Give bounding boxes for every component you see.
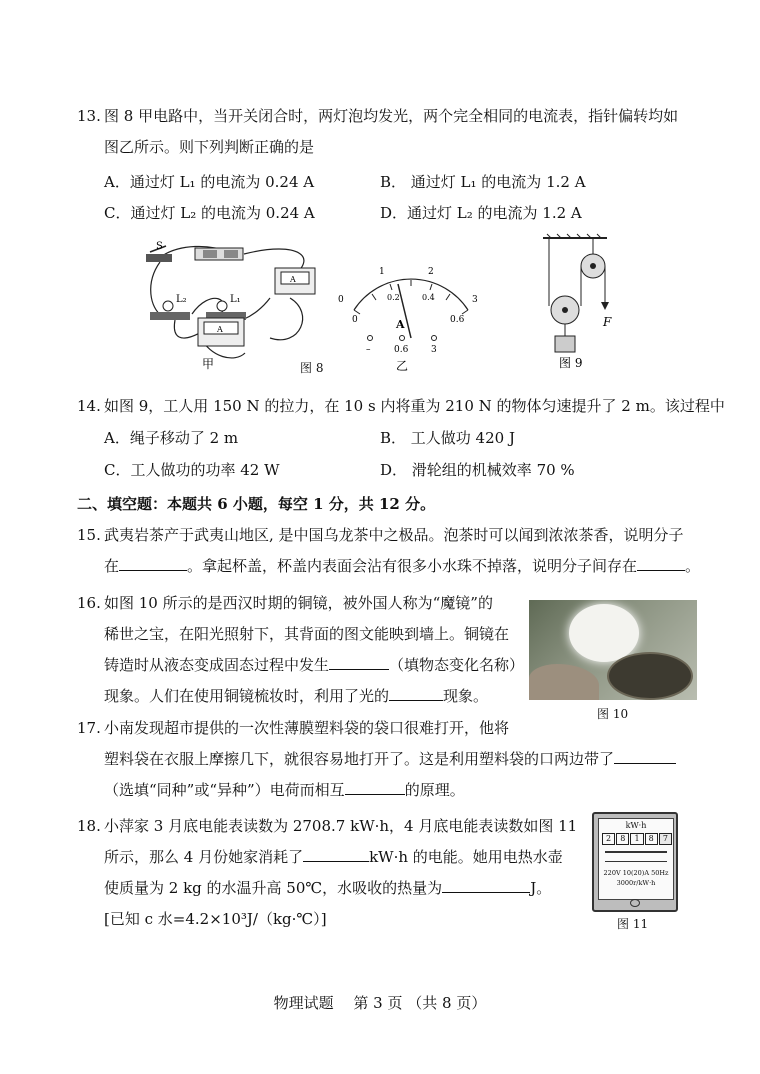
- answer-blank[interactable]: [389, 686, 443, 701]
- answer-blank[interactable]: [303, 847, 369, 862]
- hand: [529, 664, 599, 700]
- meter-digit: 2: [602, 833, 615, 845]
- meter-face: [598, 818, 674, 900]
- ammeter-2-label: A: [217, 325, 223, 334]
- q15-number: 15.: [77, 526, 101, 544]
- q14-option-d: D． 滑轮组的机械效率 70 %: [380, 461, 575, 479]
- answer-blank[interactable]: [637, 556, 685, 571]
- dial-bottom-06: 0.6: [450, 315, 465, 325]
- figure-11-caption: 图 11: [617, 917, 649, 931]
- meter-spec-1: 220V 10(20)A 50Hz: [603, 869, 669, 877]
- q14-stem: 如图 9，工人用 150 N 的拉力，在 10 s 内将重为 210 N 的物体匀速提升了 2 m。该过程中: [104, 397, 725, 415]
- q16-line2: 稀世之宝，在阳光照射下，其背面的图文能映到墙上。铜镜在: [104, 625, 510, 643]
- force-label: F: [603, 315, 612, 329]
- q16-number: 16.: [77, 594, 101, 612]
- projected-light-spot: [569, 604, 639, 662]
- dial-top-tick-2: 2: [428, 267, 434, 277]
- dial-top-zero: 0: [338, 295, 344, 305]
- meter-screw-icon: [630, 899, 640, 907]
- q18-line1: 小萍家 3 月底电能表读数为 2708.7 kW·h，4 月底电能表读数如图 11: [104, 817, 578, 835]
- q13-option-d: D．通过灯 L₂ 的电流为 1.2 A: [380, 204, 582, 222]
- meter-digit: 8: [616, 833, 629, 845]
- q13-stem-line2: 图乙所示。则下列判断正确的是: [104, 138, 315, 156]
- figure-10-caption: 图 10: [597, 707, 629, 721]
- q17-line2: 塑料袋在衣服上摩擦几下，就很容易地打开了。这是利用塑料袋的口两边带了: [104, 749, 676, 769]
- figure-8-circuit: [140, 238, 330, 373]
- q16-line4: 现象。人们在使用铜镜梳妆时，利用了光的 现象。: [104, 687, 489, 705]
- meter-unit: kW·h: [625, 821, 647, 830]
- q13-number: 13.: [77, 107, 101, 125]
- answer-blank[interactable]: [329, 655, 389, 670]
- meter-disk-window: [605, 851, 667, 862]
- meter-digits: [602, 833, 672, 845]
- q14-number: 14.: [77, 397, 101, 415]
- circuit-label-s: S: [156, 241, 163, 252]
- dial-bottom-tick-02: 0.2: [387, 293, 400, 302]
- bronze-mirror: [607, 652, 693, 700]
- q18-number: 18.: [77, 817, 101, 835]
- q13-option-a: A．通过灯 L₁ 的电流为 0.24 A: [104, 173, 315, 191]
- figure-8-dial: [332, 258, 492, 373]
- dial-top-three: 3: [472, 295, 478, 305]
- dial-bottom-zero: 0: [352, 315, 358, 325]
- circuit-label-l1: L₁: [230, 294, 241, 305]
- q16-line3: 铸造时从液态变成固态过程中发生 （填物态变化名称）: [104, 656, 525, 674]
- ammeter-1-label: A: [290, 275, 296, 284]
- terminal-minus: –: [366, 345, 371, 355]
- terminal-3: 3: [431, 345, 437, 355]
- q18-line2: 所示，那么 4 月份她家消耗了 kW·h 的电能。她用电热水壶: [104, 848, 563, 866]
- q18-line3: 使质量为 2 kg 的水温升高 50℃，水吸收的热量为 J。: [104, 879, 552, 897]
- q13-stem-line1: 图 8 甲电路中，当开关闭合时，两灯泡均发光，两个完全相同的电流表，指针偏转均如: [104, 107, 679, 125]
- q13-option-c: C．通过灯 L₂ 的电流为 0.24 A: [104, 204, 315, 222]
- meter-digit-decimal: 7: [659, 833, 672, 845]
- dial-unit: A: [396, 318, 405, 331]
- answer-blank[interactable]: [345, 780, 405, 795]
- figure-9-caption: 图 9: [559, 356, 583, 370]
- figure-8-yi-label: 乙: [396, 359, 409, 373]
- figure-11-meter: [592, 812, 678, 912]
- q15-line2: 在 。拿起杯盖，杯盖内表面会沾有很多小水珠不掉落，说明分子间存在 。: [104, 557, 701, 575]
- q14-option-a: A．绳子移动了 2 m: [104, 429, 239, 447]
- q15-line1: 武夷岩茶产于武夷山地区, 是中国乌龙茶中之极品。泡茶时可以闻到浓浓茶香，说明分子: [104, 526, 684, 544]
- q14-option-b: B． 工人做功 420 J: [380, 429, 515, 447]
- q17-number: 17.: [77, 719, 101, 737]
- q18-line4: [已知 c 水=4.2×10³J/（kg·℃）]: [104, 910, 327, 928]
- page-footer: 物理试题 第 3 页 （共 8 页）: [273, 994, 487, 1012]
- section-2-heading: 二、填空题：本题共 6 小题，每空 1 分，共 12 分。: [77, 495, 436, 513]
- answer-blank[interactable]: [614, 749, 676, 764]
- figure-8-jia-label: 甲: [202, 357, 215, 371]
- q14-option-c: C．工人做功的功率 42 W: [104, 461, 280, 479]
- figure-9-pulley: [535, 232, 625, 370]
- circuit-label-l2: L₂: [176, 294, 187, 305]
- answer-blank[interactable]: [442, 878, 530, 893]
- meter-spec-2: 3000r/kW·h: [616, 879, 656, 887]
- dial-top-tick-1: 1: [379, 267, 385, 277]
- q17-line3: （选填“同种”或“异种”）电荷而相互 的原理。: [104, 781, 465, 799]
- q13-option-b: B． 通过灯 L₁ 的电流为 1.2 A: [380, 173, 586, 191]
- figure-8-caption: 图 8: [300, 361, 324, 375]
- dial-bottom-tick-04: 0.4: [422, 293, 435, 302]
- q17-line1: 小南发现超市提供的一次性薄膜塑料袋的袋口很难打开，他将: [104, 719, 510, 737]
- figure-10-photo: [529, 600, 697, 700]
- answer-blank[interactable]: [119, 556, 187, 571]
- q16-line1: 如图 10 所示的是西汉时期的铜镜，被外国人称为“魔镜”的: [104, 594, 493, 612]
- meter-digit: 1: [630, 833, 643, 845]
- terminal-06: 0.6: [394, 345, 409, 355]
- meter-digit: 8: [645, 833, 658, 845]
